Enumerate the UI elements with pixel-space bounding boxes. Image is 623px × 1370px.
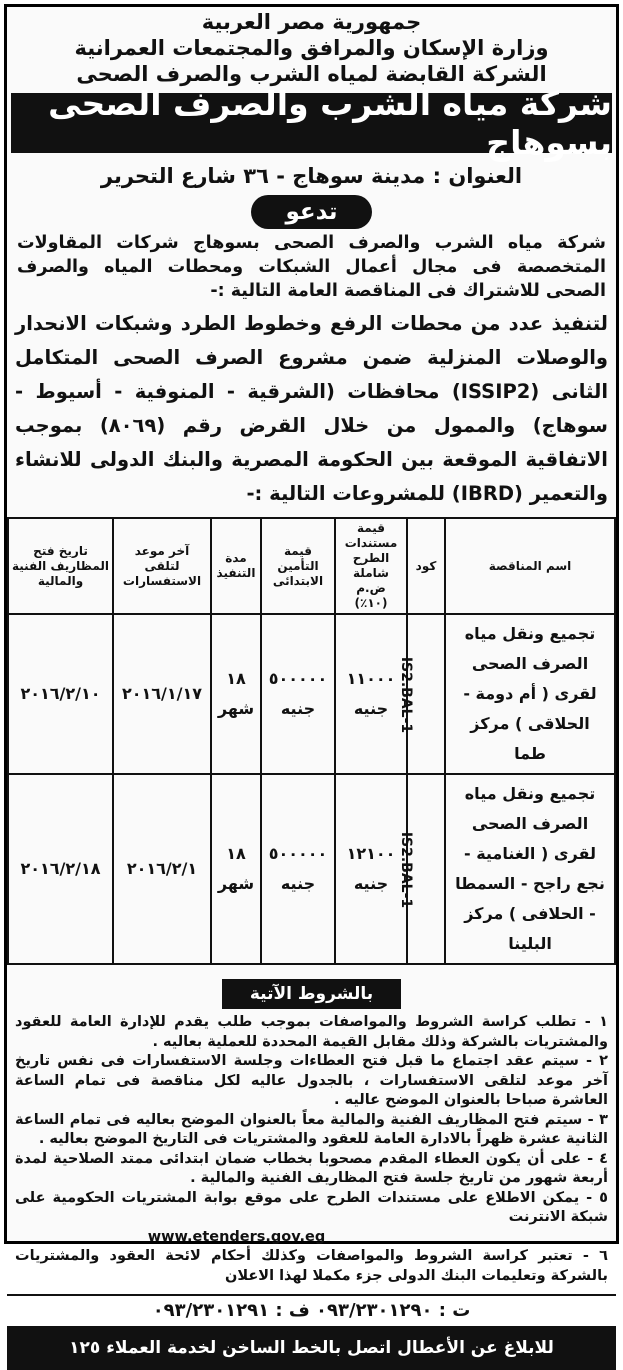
tender-name: تجميع ونقل مياه الصرف الصحى لقرى ( أم دومة - الحلاقى ) مركز طما bbox=[445, 614, 615, 774]
company-address: العنوان : مدينة سوهاج - ٣٦ شارع التحرير bbox=[100, 164, 523, 188]
header-holding-company: الشركة القابضة لمياه الشرب والصرف الصحى bbox=[76, 62, 547, 86]
conditions-title-wrap bbox=[7, 979, 616, 1009]
etenders-url: www.etenders.gov.eg bbox=[147, 1228, 326, 1245]
tender-doc-price: ١٢١٠٠ جنيه bbox=[335, 774, 407, 964]
tender-code-cell bbox=[397, 774, 445, 964]
invite-badge: تدعو bbox=[251, 195, 371, 229]
tender-doc-price: ١١٠٠٠ جنيه bbox=[335, 614, 407, 774]
header-doc-price: قيمة مستندات الطرح شاملة ض.م (١٠٪) bbox=[335, 518, 407, 614]
tender-insurance: ٥٠٠٠٠٠ جنيه bbox=[261, 774, 335, 964]
header-ministry: وزارة الإسكان والمرافق والمجتمعات العمرانية bbox=[74, 36, 549, 60]
tender-opening-date: ٢٠١٦/٢/١٠ bbox=[8, 614, 113, 774]
tender-duration: ١٨ شهر bbox=[211, 774, 261, 964]
invite-wrap bbox=[7, 195, 616, 229]
tender-inquiries-date: ٢٠١٦/١/١٧ bbox=[113, 614, 211, 774]
hotline-text: للابلاغ عن الأعطال اتصل بالخط الساخن لخدمة العملاء ١٢٥ bbox=[69, 1338, 554, 1358]
header-opening: تاريخ فتح المظاريف الفنية والمالية bbox=[8, 518, 113, 614]
header-duration: مدة التنفيذ bbox=[211, 518, 261, 614]
condition-item: ٤ - على أن يكون العطاء المقدم مصحوبا بخطاب ضمان ابتدائى ممتد الصلاحية لمدة أربعة شهور من تاريخ جلسة فتح المظاريف الفنية والمالية . bbox=[15, 1150, 608, 1186]
tender-inquiries-date: ٢٠١٦/٢/١ bbox=[113, 774, 211, 964]
tender-advertisement bbox=[4, 4, 619, 1358]
table-row bbox=[8, 774, 615, 964]
table-header-row bbox=[8, 518, 615, 614]
conditions-list bbox=[7, 1009, 616, 1286]
project-paragraph: لتنفيذ عدد من محطات الرفع وخطوط الطرد وشبكات الانحدار والوصلات المنزلية ضمن مشروع الصرف الصحى المتكامل الثانى (ISSIP2) محافظات (الشرقية - المنوفية - أسيوط - سوهاج) والممول من خلال القرض رقم (٨٠٦٩) بموجب الاتفاقية الموقعة بين الحكومة المصرية والبنك الدولى للانشاء والتعمير (IBRD) للمشروعات التالية :- bbox=[15, 312, 609, 505]
tender-opening-date: ٢٠١٦/٢/١٨ bbox=[8, 774, 113, 964]
intro-paragraph: شركة مياه الشرب والصرف الصحى بسوهاج شركات المقاولات المتخصصة فى مجال أعمال الشبكات ومحطات المياه والصرف الصحى للاشتراك فى المناقصة العامة التالية :- bbox=[17, 233, 606, 301]
tender-code: IS2.BAL-1 bbox=[397, 831, 414, 908]
header-code: كود bbox=[407, 518, 445, 614]
tender-name: تجميع ونقل مياه الصرف الصحى لقرى ( الغنامية - نجع راجح - السمطا - الحلافى ) مركز البلينا bbox=[445, 774, 615, 964]
condition-item: ٥ - يمكن الاطلاع على مستندات الطرح على موقع بوابة المشتريات الحكومية على شبكة الانترنت bbox=[15, 1189, 608, 1225]
tenders-table bbox=[7, 517, 616, 965]
table-row bbox=[8, 614, 615, 774]
header-insurance: قيمة التأمين الابتدائى bbox=[261, 518, 335, 614]
company-banner bbox=[11, 84, 612, 162]
conditions-title: بالشروط الآتية bbox=[222, 979, 401, 1009]
tender-code-cell bbox=[397, 614, 445, 774]
condition-item: ١ - تطلب كراسة الشروط والمواصفات بموجب طلب يقدم للإدارة العامة للعقود والمشتريات بالشركة وذلك مقابل القيمة المحددة للعملية بعاليه . bbox=[15, 1014, 608, 1050]
header-country: جمهورية مصر العربية bbox=[201, 10, 422, 34]
condition-item: ٦ - تعتبر كراسة الشروط والمواصفات وكذلك أحكام لائحة العقود والمشتريات بالشركة وتعليمات البنك الدولى جزء مكملا لهذا الاعلان bbox=[15, 1248, 608, 1284]
header-inquiries: آخر موعد لتلقى الاستفسارات bbox=[113, 518, 211, 614]
tender-duration: ١٨ شهر bbox=[211, 614, 261, 774]
company-name: شركة مياه الشرب والصرف الصحى بسوهاج bbox=[48, 84, 612, 162]
condition-item: ٢ - سيتم عقد اجتماع ما قبل فتح العطاءات وجلسة الاستفسارات فى نفس تاريخ آخر موعد لتلقى الاستفسارات ، بالجدول عاليه لكل مناقصة فى تمام الساعة العاشرة صباحا بالعنوان الموضح عاليه . bbox=[15, 1053, 608, 1108]
contact-phones: ت : ٠٩٣/٢٣٠١٢٩٠ ف : ٠٩٣/٢٣٠١٢٩١ bbox=[7, 1294, 616, 1324]
header-name: اسم المناقصة bbox=[445, 518, 615, 614]
hotline-footer bbox=[7, 1326, 616, 1370]
condition-item: ٣ - سيتم فتح المظاريف الفنية والمالية معاً بالعنوان الموضح بعاليه فى تمام الساعة الثانية عشرة ظهراً بالادارة العامة للعقود والمشتريات فى التاريخ الموضح بعاليه . bbox=[15, 1111, 608, 1147]
tender-insurance: ٥٠٠٠٠٠ جنيه bbox=[261, 614, 335, 774]
tender-code: IS2.BAL-1 bbox=[397, 656, 414, 733]
